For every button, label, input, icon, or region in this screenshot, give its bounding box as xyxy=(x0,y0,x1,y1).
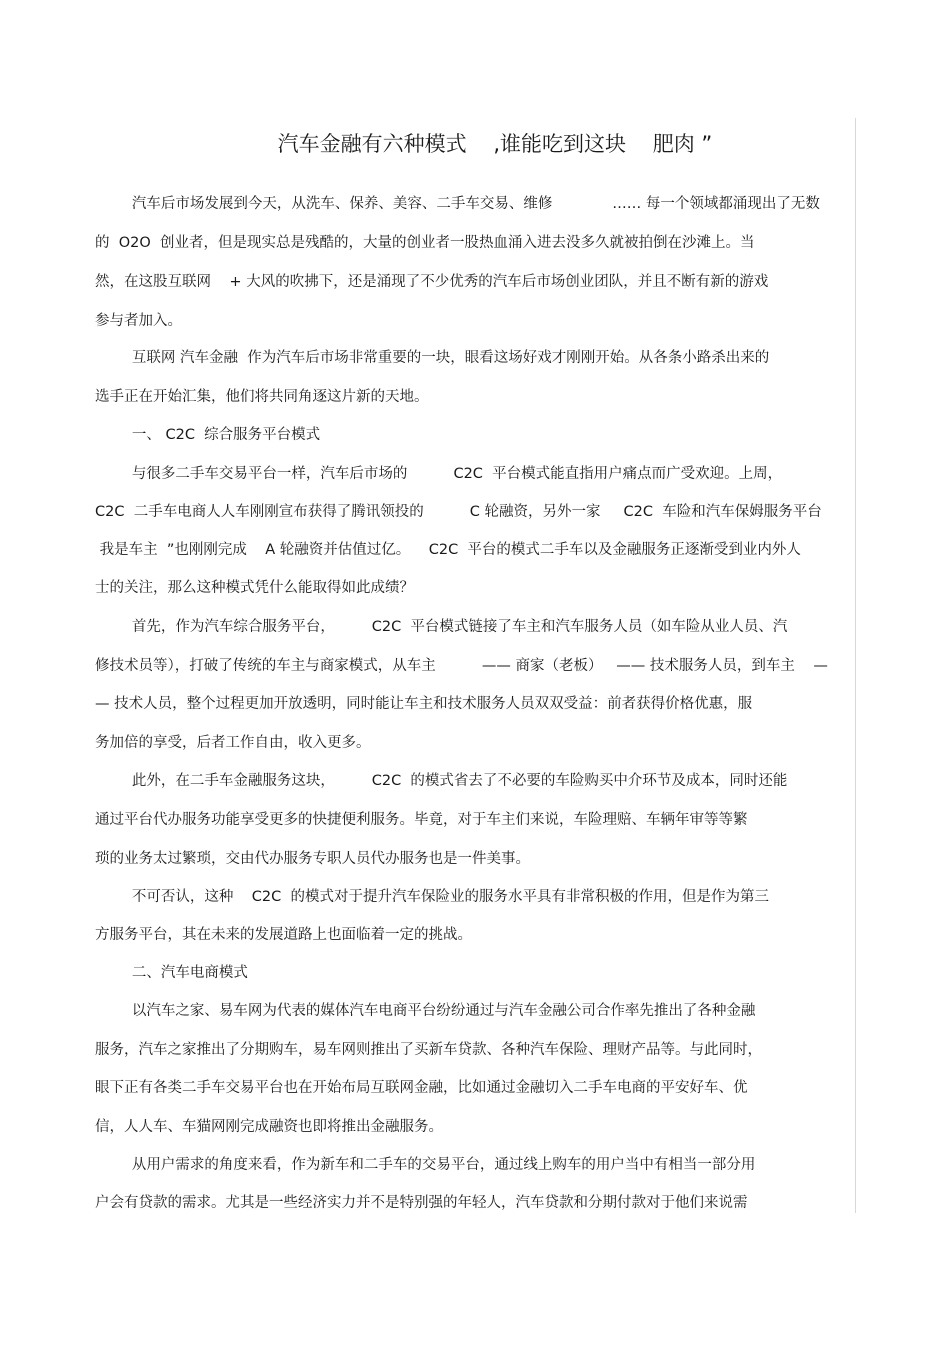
body-text-line: 服务，汽车之家推出了分期购车，易车网则推出了买新车贷款、各种汽车保险、理财产品等。与此同时， xyxy=(95,1042,762,1058)
body-text-line: 一、 C2C 综合服务平台模式 xyxy=(95,427,321,443)
body-text-line: 首先，作为汽车综合服务平台， C2C 平台模式链接了车主和汽车服务人员（如车险从业人员、汽 xyxy=(95,619,788,635)
body-text-line: — 技术人员，整个过程更加开放透明，同时能让车主和技术服务人员双双受益：前者获得价格优惠，服 xyxy=(95,696,753,712)
body-text-line: 选手正在开始汇集，他们将共同角逐这片新的天地。 xyxy=(95,389,429,405)
body-text-line: 眼下正有各类二手车交易平台也在开始布局互联网金融，比如通过金融切入二手车电商的平安好车、优 xyxy=(95,1080,748,1096)
body-text-line: 然，在这股互联网 + 大风的吹拂下，还是涌现了不少优秀的汽车后市场创业团队，并且不断有新的游戏 xyxy=(95,274,769,290)
body-text-line: 汽车后市场发展到今天，从洗车、保养、美容、二手车交易、维修 …… 每一个领域都涌现出了无数 xyxy=(95,196,820,212)
body-text-line: 以汽车之家、易车网为代表的媒体汽车电商平台纷纷通过与汽车金融公司合作率先推出了各种金融 xyxy=(95,1003,756,1019)
body-text-line: 户会有贷款的需求。尤其是一些经济实力并不是特别强的年轻人，汽车贷款和分期付款对于他们来说需 xyxy=(95,1195,748,1211)
body-text-line: 二、汽车电商模式 xyxy=(95,965,248,981)
body-text-line: 从用户需求的角度来看，作为新车和二手车的交易平台，通过线上购车的用户当中有相当一部分用 xyxy=(95,1157,756,1173)
article-title: 汽车金融有六种模式 ,谁能吃到这块 肥肉 ” xyxy=(277,132,713,156)
body-text-line: 务加倍的享受，后者工作自由，收入更多。 xyxy=(95,735,371,751)
body-text-line: 参与者加入。 xyxy=(95,313,182,329)
body-text-line: 不可否认，这种 C2C 的模式对于提升汽车保险业的服务水平具有非常积极的作用，但是作为第三 xyxy=(95,889,769,905)
body-text-line: 信，人人车、车猫网刚完成融资也即将推出金融服务。 xyxy=(95,1119,443,1135)
body-text-line: 琐的业务太过繁琐，交由代办服务专职人员代办服务也是一件美事。 xyxy=(95,851,530,867)
body-text-line: 士的关注，那么这种模式凭什么能取得如此成绩？ xyxy=(95,580,414,596)
body-text-line: C2C 二手车电商人人车刚刚宣布获得了腾讯领投的 C 轮融资，另外一家 C2C 车险和汽车保姆服务平台 xyxy=(95,504,822,520)
body-text-line: 通过平台代办服务功能享受更多的快捷便利服务。毕竟，对于车主们来说，车险理赔、车辆年审等等繁 xyxy=(95,812,748,828)
body-text-line: 我是车主 ”也刚刚完成 A 轮融资并估值过亿。 C2C 平台的模式二手车以及金融服务正逐渐受到业内外人 xyxy=(95,542,801,558)
page-edge-divider xyxy=(855,118,856,1213)
body-text-line: 方服务平台，其在未来的发展道路上也面临着一定的挑战。 xyxy=(95,927,472,943)
body-text-line: 此外，在二手车金融服务这块， C2C 的模式省去了不必要的车险购买中介环节及成本，同时还能 xyxy=(95,773,788,789)
body-text-line: 与很多二手车交易平台一样，汽车后市场的 C2C 平台模式能直指用户痛点而广受欢迎。上周， xyxy=(95,466,783,482)
body-text-line: 的 O2O 创业者，但是现实总是残酷的，大量的创业者一股热血涌入进去没多久就被拍倒在沙滩上。当 xyxy=(95,235,755,251)
body-text-line: 互联网 汽车金融 作为汽车后市场非常重要的一块，眼看这场好戏才刚刚开始。从各条小路杀出来的 xyxy=(95,350,770,366)
body-text-line: 修技术员等），打破了传统的车主与商家模式，从车主 —— 商家（老板） —— 技术服务人员，到车主 — xyxy=(95,658,828,674)
